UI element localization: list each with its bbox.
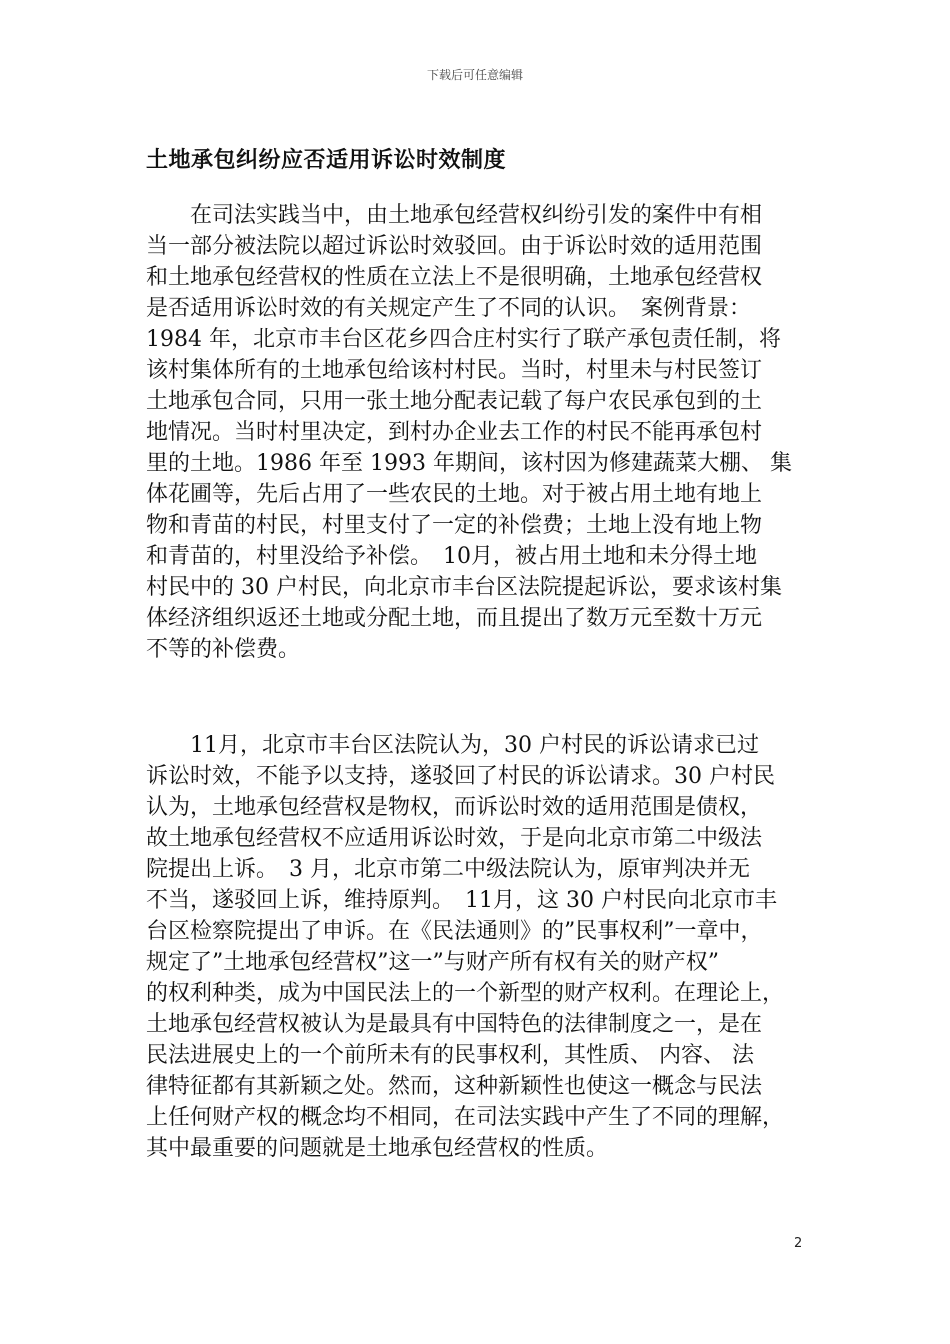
page-header: 下载后可任意编辑 (426, 68, 523, 82)
text-line: 不当，遂驳回上诉，维持原判。 11月，这 30 户村民向北京市丰 (146, 888, 777, 913)
text-line: 地情况。当时村里决定，到村办企业去工作的村民不能再承包村 (146, 420, 763, 445)
text-line: 里的土地。1986 年至 1993 年期间，该村因为修建蔬菜大棚、 集 (146, 451, 792, 476)
text-line: 物和青苗的村民，村里支付了一定的补偿费；土地上没有地上物 (146, 513, 763, 538)
text-line: 其中最重要的问题就是土地承包经营权的性质。 (146, 1136, 609, 1161)
text-line: 不等的补偿费。 (146, 637, 301, 662)
text-line: 体经济组织返还土地或分配土地，而且提出了数万元至数十万元 (146, 606, 763, 631)
text-line: 在司法实践当中，由土地承包经营权纠纷引发的案件中有相 (146, 203, 763, 228)
text-line: 诉讼时效，不能予以支持，遂驳回了村民的诉讼请求。30 户村民 (146, 764, 775, 789)
text-line: 民法进展史上的一个前所未有的民事权利，其性质、 内容、 法 (146, 1043, 754, 1068)
text-line: 是否适用诉讼时效的有关规定产生了不同的认识。 案例背景： (146, 296, 752, 321)
paragraph-2 (146, 730, 806, 1164)
text-line: 认为，土地承包经营权是物权，而诉讼时效的适用范围是债权， (146, 795, 763, 820)
text-line: 规定了”土地承包经营权”这一”与财产所有权有关的财产权” (146, 950, 719, 975)
text-line: 的权利种类，成为中国民法上的一个新型的财产权利。在理论上， (146, 981, 785, 1006)
text-line: 村民中的 30 户村民，向北京市丰台区法院提起诉讼，要求该村集 (146, 575, 782, 600)
text-line: 1984 年，北京市丰台区花乡四合庄村实行了联产承包责任制，将 (146, 327, 781, 352)
text-line: 11月，北京市丰台区法院认为，30 户村民的诉讼请求已过 (146, 733, 759, 758)
page-number: 2 (794, 1236, 803, 1251)
paragraph-1 (146, 200, 806, 665)
text-line: 当一部分被法院以超过诉讼时效驳回。由于诉讼时效的适用范围 (146, 234, 763, 259)
text-line: 台区检察院提出了申诉。在《民法通则》的”民事权利”一章中， (146, 919, 763, 944)
text-line: 院提出上诉。 3 月，北京市第二中级法院认为，原审判决并无 (146, 857, 750, 882)
text-line: 土地承包经营权被认为是最具有中国特色的法律制度之一，是在 (146, 1012, 763, 1037)
text-line: 律特征都有其新颖之处。然而，这种新颖性也使这一概念与民法 (146, 1074, 763, 1099)
text-line: 土地承包合同，只用一张土地分配表记载了每户农民承包到的土 (146, 389, 763, 414)
text-line: 和青苗的，村里没给予补偿。 10月，被占用土地和未分得土地 (146, 544, 757, 569)
document-title: 土地承包纠纷应否适用诉讼时效制度 (146, 148, 507, 173)
text-line: 和土地承包经营权的性质在立法上不是很明确，土地承包经营权 (146, 265, 763, 290)
text-line: 上任何财产权的概念均不相同，在司法实践中产生了不同的理解， (146, 1105, 785, 1130)
text-line: 该村集体所有的土地承包给该村村民。当时，村里未与村民签订 (146, 358, 763, 383)
text-line: 体花圃等，先后占用了一些农民的土地。对于被占用土地有地上 (146, 482, 763, 507)
text-line: 故土地承包经营权不应适用诉讼时效，于是向北京市第二中级法 (146, 826, 763, 851)
